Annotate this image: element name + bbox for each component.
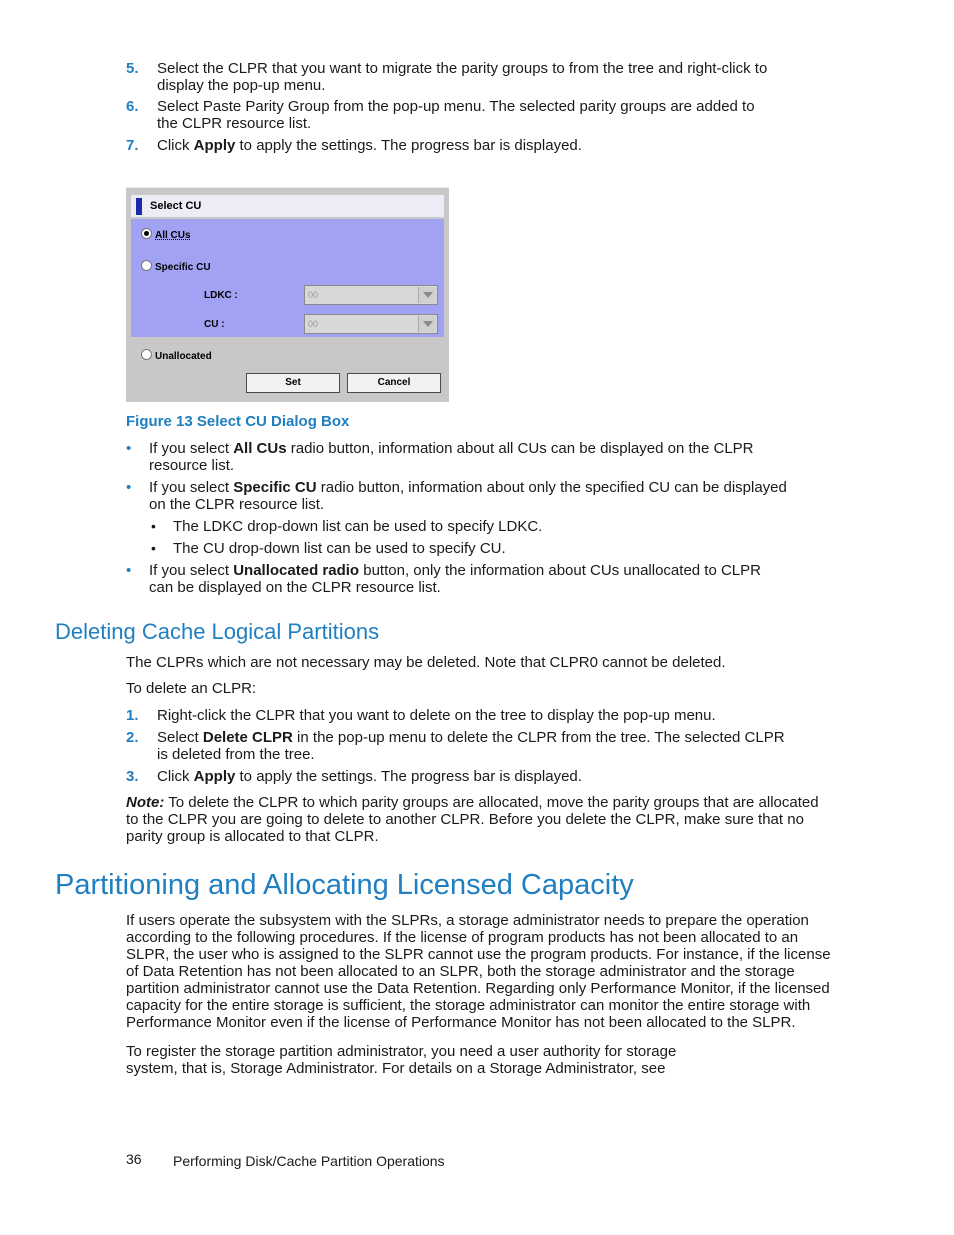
note: Note: To delete the CLPR to which parity groups are allocated, move the parity groups that are allocated to the CLPR you are going to delete to another CLPR. Before you delete the CLPR, make sure that no parity group is allocated to that CLPR. [126, 794, 819, 845]
chapter-paragraph: If users operate the subsystem with the SLPRs, a storage administrator needs to prepare the operation according to the following procedures. If the license of program products has not been allocated to an SLPR, the user who is assigned to the SLPR cannot use the program products. For instance, if the license of Data Retention has not been allocated to an SLPR, both the storage administrator and the storage partition administrator cannot use the Data Retention. Regarding only Performance Monitor, if the licensed capacity for the entire storage is sufficient, the storage administrator can monitor the entire storage with Performance Monitor even if the license of Performance Monitor has not been allocated to the SLPR. [126, 912, 831, 1031]
radio-selected-icon [141, 228, 152, 239]
figure-caption: Figure 13 Select CU Dialog Box [126, 413, 350, 430]
section-intro: The CLPRs which are not necessary may be deleted. Note that CLPR0 cannot be deleted. [126, 654, 726, 671]
dialog-header [131, 195, 444, 217]
dialog-body [131, 219, 444, 337]
chapter-paragraph: To register the storage partition administrator, you need a user authority for storage system, that is, Storage Administrator. For details on a Storage Administrator, see [126, 1043, 677, 1077]
header-bar-icon [136, 198, 142, 215]
step-text: Select Delete CLPR in the pop-up menu to delete the CLPR from the tree. The selected CLPR is deleted from the tree. [157, 729, 785, 763]
sub-bullet-icon: • [151, 518, 156, 534]
bullet-text: If you select All CUs radio button, information about all CUs can be displayed on the CLPR resource list. [149, 440, 754, 474]
ldkc-value: 00 [308, 290, 319, 300]
specific-cu-radio[interactable]: Specific CU [141, 260, 211, 274]
step-number: 3. [126, 768, 139, 785]
dialog-title: Select CU [150, 200, 202, 212]
chevron-down-icon[interactable] [418, 316, 436, 332]
step-number: 1. [126, 707, 139, 724]
step-text: Select Paste Parity Group from the pop-up menu. The selected parity groups are added to the CLPR resource list. [157, 98, 755, 132]
ldkc-dropdown[interactable] [304, 285, 438, 305]
cu-value: 00 [308, 319, 319, 329]
bullet-icon: • [126, 479, 132, 496]
chevron-down-icon[interactable] [418, 287, 436, 303]
footer-title: Performing Disk/Cache Partition Operations [173, 1153, 445, 1169]
step-number: 2. [126, 729, 139, 746]
cancel-button[interactable]: Cancel [347, 373, 441, 393]
set-button[interactable]: Set [246, 373, 340, 393]
step-number: 6. [126, 98, 139, 115]
section-heading: Deleting Cache Logical Partitions [55, 619, 380, 644]
cu-label: CU : [204, 319, 225, 330]
all-cus-radio[interactable]: All CUs [141, 228, 191, 242]
radio-icon [141, 349, 152, 360]
chapter-heading: Partitioning and Allocating Licensed Capacity [55, 869, 634, 901]
bullet-icon: • [126, 562, 132, 579]
sub-bullet-icon: • [151, 540, 156, 556]
bullet-text: If you select Unallocated radio button, only the information about CUs unallocated to CLPR can be displayed on the CLPR resource list. [149, 562, 761, 596]
step-number: 7. [126, 137, 139, 154]
section-lead: To delete an CLPR: [126, 680, 257, 697]
bullet-icon: • [126, 440, 132, 457]
step-text: Select the CLPR that you want to migrate the parity groups to from the tree and right-click to display the pop-up menu. [157, 60, 768, 94]
unallocated-radio[interactable]: Unallocated [141, 349, 212, 363]
radio-icon [141, 260, 152, 271]
sub-bullet-text: The LDKC drop-down list can be used to specify LDKC. [173, 518, 543, 535]
step-text: Right-click the CLPR that you want to delete on the tree to display the pop-up menu. [157, 707, 716, 724]
bullet-text: If you select Specific CU radio button, information about only the specified CU can be displayed on the CLPR resource list. [149, 479, 787, 513]
sub-bullet-text: The CU drop-down list can be used to specify CU. [173, 540, 506, 557]
ldkc-label: LDKC : [204, 290, 238, 301]
step-text: Click Apply to apply the settings. The progress bar is displayed. [157, 768, 582, 785]
select-cu-dialog [126, 187, 449, 402]
cu-dropdown[interactable] [304, 314, 438, 334]
page-number: 36 [126, 1151, 142, 1167]
step-text: Click Apply to apply the settings. The progress bar is displayed. [157, 137, 582, 154]
step-number: 5. [126, 60, 139, 77]
